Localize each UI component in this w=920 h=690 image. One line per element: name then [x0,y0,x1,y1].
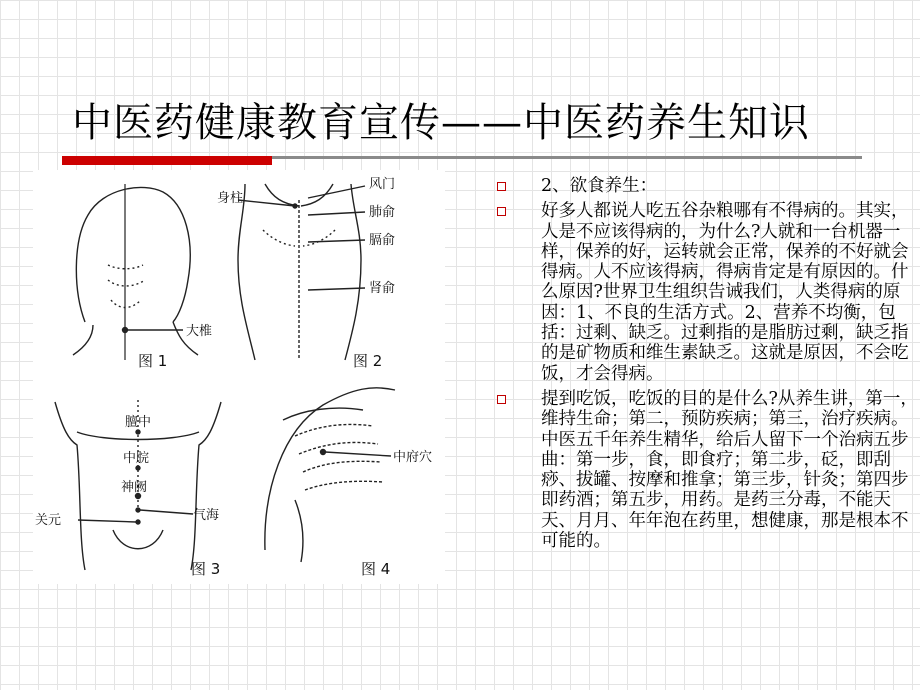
figure-2-back-torso [217,177,395,370]
figure-3-front-torso [35,400,221,578]
label-zhongwan: 中脘 [123,451,150,466]
label-guanyuan: 关元 [35,513,62,528]
bullet-text: 2、欲食养生： [541,176,658,196]
title-underline-red [62,156,272,165]
acupoint-figure [33,170,445,584]
square-bullet-icon [497,207,506,216]
square-bullet-icon [497,395,506,404]
bullet-text: 提到吃饭，吃饭的目的是什么?从养生讲，第一，维持生命；第二，预防疾病；第三，治疗疾病。中医五千年养生精华，给后人留下一个治病五步曲：第一步，食，即食疗；第二步，砭，即刮痧、拔罐、按摩和推拿；第三步，针灸；第四步即药酒；第五步，用药。是药三分毒，不能天天、月月、年年泡在药里，想健康，那是根本不可能的。 [541,388,918,552]
label-zhongfu: 中府穴 [393,450,433,465]
square-bullet-icon [497,182,506,191]
figure-4-shoulder [265,388,432,578]
label-feishu: 肺俞 [369,205,396,220]
bullet-item [494,389,918,551]
label-danzhong: 膻中 [125,415,152,430]
label-qihai: 气海 [193,508,220,523]
bullet-item [494,201,918,384]
label-shenzhu: 身柱 [217,191,244,206]
label-dazhui: 大椎 [186,324,213,339]
label-fengmen: 风门 [369,177,396,192]
bullet-item [494,176,918,196]
caption-fig1: 图 1 [138,352,168,370]
title-underline-gray [272,156,862,159]
label-geshu: 膈俞 [369,233,396,248]
caption-fig2: 图 2 [353,352,383,370]
bullet-list [494,176,918,556]
figure-1-head-back [73,184,212,370]
bullet-text: 好多人都说人吃五谷杂粮哪有不得病的。其实，人是不应该得病的，为什么?人就和一台机器一样，保养的好，运转就会正常，保养的不好就会得病。人不应该得病，得病肯定是有原因的。什么原因?世界卫生组织告诫我们，人类得病的原因：1、不良的生活方式。2、营养不均衡，包括：过剩、缺乏。过剩指的是脂肪过剩，缺乏指的是矿物质和维生素缺乏。这就是原因，不会吃饭，才会得病。 [541,201,909,384]
slide-title: 中医药健康教育宣传——中医药养生知识 [72,100,810,146]
caption-fig4: 图 4 [361,560,391,578]
label-shenshu: 肾俞 [369,281,396,296]
label-shenque: 神阙 [121,480,148,495]
caption-fig3: 图 3 [191,560,221,578]
